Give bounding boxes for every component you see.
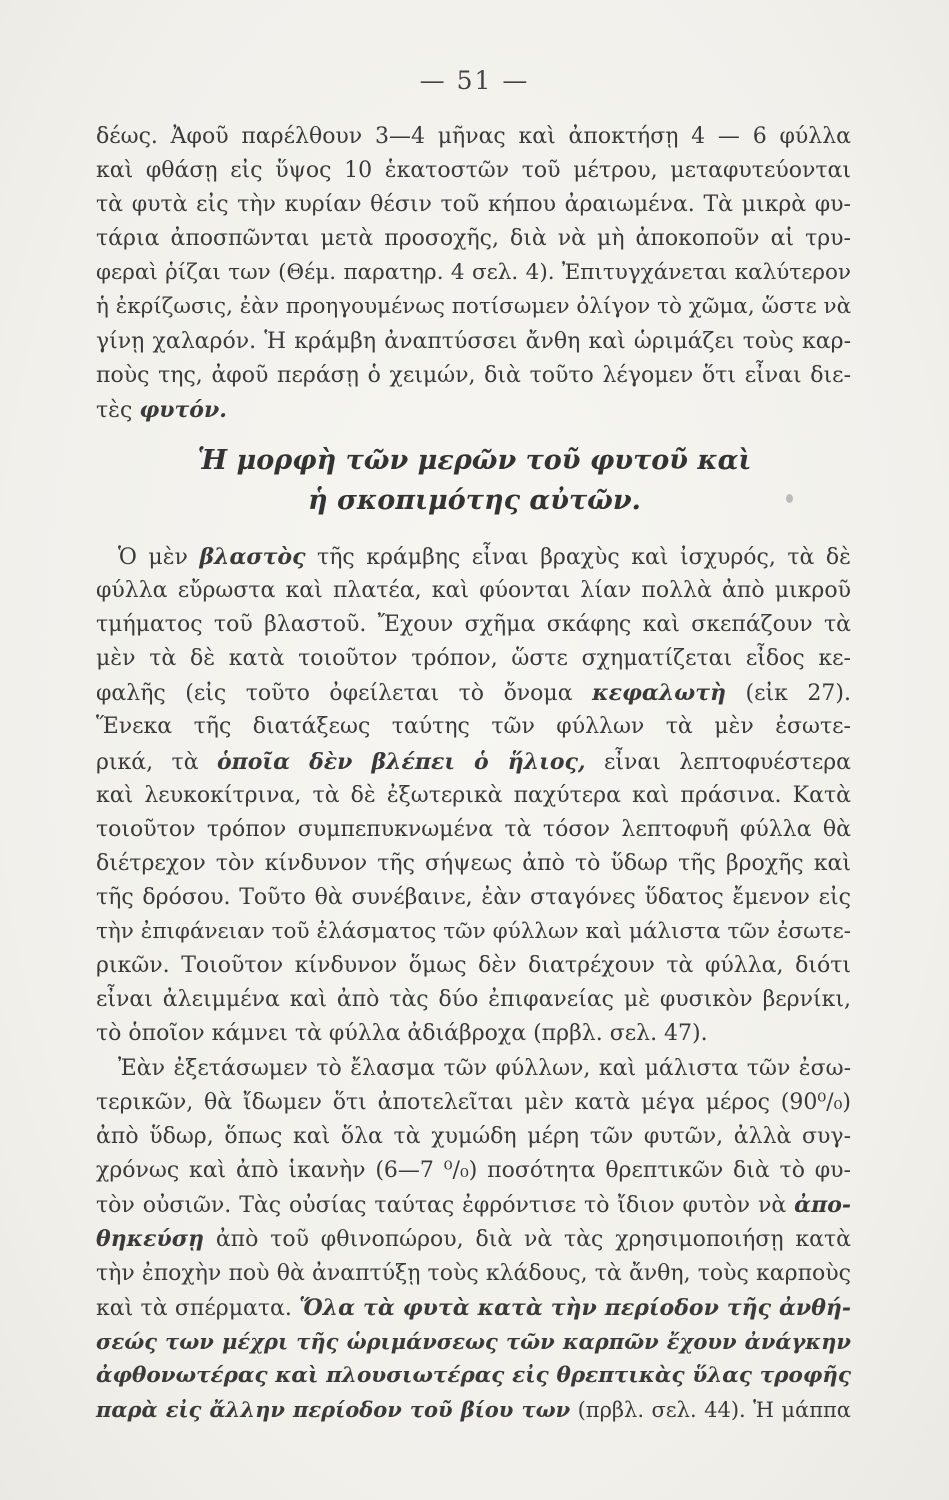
emphasis-line: σεώς των μέχρι τῆς ὡριμάνσεως τῶν καρπῶν ἔχουν ἀνάγκην bbox=[96, 1328, 851, 1354]
paragraph-2 bbox=[96, 540, 851, 1051]
text-fragment: τὲς bbox=[96, 397, 133, 423]
print-speck bbox=[786, 494, 793, 503]
text-fragment: ρικά, τὰ bbox=[96, 749, 199, 775]
emphasis-text: φυτόν. bbox=[139, 396, 227, 423]
text-line bbox=[96, 1188, 851, 1222]
paragraph-3 bbox=[96, 1052, 851, 1427]
text-line bbox=[96, 1393, 851, 1427]
emphasis-text: ὁποῖα δὲν βλέπει ὁ ἥλιος, bbox=[216, 748, 586, 775]
emphasis-text: θηκεύσῃ bbox=[96, 1226, 205, 1253]
text-line: ποὺς της, ἀφοῦ περάσῃ ὁ χειμών, διὰ τοῦτο λέγομεν ὅτι εἶναι διε- bbox=[96, 362, 851, 388]
text-fragment: καὶ τὰ σπέρματα. bbox=[96, 1295, 292, 1321]
emphasis-text: Ὅλα τὰ φυτὰ κατὰ τὴν περίοδον τῆς ἀνθή- bbox=[299, 1294, 851, 1321]
text-line bbox=[96, 1291, 851, 1325]
text-fragment: τὸν οὐσιῶν. Τὰς οὐσίας ταύτας ἐφρόντισε τὸ ἴδιον φυτὸν νὰ bbox=[96, 1193, 787, 1219]
text-fragment: τῆς κράμβης εἶναι βραχὺς καὶ ἰσχυρός, τὰ δὲ bbox=[317, 545, 851, 570]
text-line: φεραὶ ῥίζαι των (Θέμ. παρατηρ. 4 σελ. 4). Ἐπιτυγχάνεται καλύτερον bbox=[96, 260, 851, 286]
emphasis-text: παρὰ εἰς ἄλλην περίοδον τοῦ βίου των bbox=[96, 1396, 571, 1422]
paragraph-1 bbox=[96, 120, 851, 427]
text-line: ἀπὸ ὕδωρ, ὅπως καὶ ὅλα τὰ χυμώδη μέρη τῶν φυτῶν, ἀλλὰ συγ- bbox=[96, 1124, 851, 1150]
page-number: — 51 — bbox=[419, 66, 530, 95]
text-fragment: Ὁ μὲν bbox=[118, 545, 188, 570]
text-line: Ἕνεκα τῆς διατάξεως ταύτης τῶν φύλλων τὰ μὲν ἐσωτε- bbox=[96, 714, 851, 740]
text-line bbox=[96, 745, 851, 779]
text-line: τὴν ἐπιφάνειαν τοῦ ἐλάσματος τῶν φύλλων καὶ μάλιστα τῶν ἐσωτε- bbox=[96, 919, 851, 945]
text-line: τῆς δρόσου. Τοῦτο θὰ συνέβαινε, ἐὰν σταγόνες ὕδατος ἔμενον εἰς bbox=[96, 884, 851, 910]
text-line: τερικῶν, θὰ ἴδωμεν ὅτι ἀποτελεῖται μὲν κατὰ μέγα μέρος (90⁰/₀) bbox=[96, 1090, 851, 1116]
text-line: διέτρεχον τὸν κίνδυνον τῆς σήψεως ἀπὸ τὸ ὕδωρ τῆς βροχῆς καὶ bbox=[96, 850, 851, 876]
emphasis-text: κεφαλωτὴ bbox=[592, 680, 726, 707]
text-line: καὶ φθάσῃ εἰς ὕψος 10 ἑκατοστῶν τοῦ μέτρου, μεταφυτεύονται bbox=[96, 158, 851, 184]
text-line: ρικῶν. Τοιοῦτον κίνδυνον ὅμως δὲν διατρέχουν τὰ φύλλα, διότι bbox=[96, 953, 851, 979]
text-fragment: εἶναι λεπτοφυέστερα bbox=[603, 749, 852, 775]
text-fragment: (εἰκ 27). bbox=[745, 681, 851, 707]
text-line: ἡ ἐκρίζωσις, ἐὰν προηγουμένως ποτίσωμεν ὀλίγον τὸ χῶμα, ὥστε νὰ bbox=[96, 294, 852, 320]
text-fragment: ἀπὸ τοῦ φθινοπώρου, διὰ νὰ τὰς χρησιμοποιήσῃ κατὰ bbox=[215, 1227, 851, 1253]
text-line: φύλλα εὔρωστα καὶ πλατέα, καὶ φύονται λίαν πολλὰ ἀπὸ μικροῦ bbox=[96, 578, 851, 604]
text-line: τὰ φυτὰ εἰς τὴν κυρίαν θέσιν τοῦ κήπου ἀραιωμένα. Τὰ μικρὰ φυ- bbox=[96, 192, 851, 218]
text-line: χρόνως καὶ ἀπὸ ἱκανὴν (6—7 ⁰/₀) ποσότητα θρεπτικῶν διὰ τὸ φυ- bbox=[96, 1158, 851, 1184]
text-fragment: φαλῆς (εἰς τοῦτο ὀφείλεται τὸ ὄνομα bbox=[96, 681, 573, 707]
text-line: τμήματος τοῦ βλαστοῦ. Ἔχουν σχῆμα σκάφης καὶ σκεπάζουν τὰ bbox=[96, 612, 851, 638]
emphasis-text: βλαστὸς bbox=[199, 544, 306, 570]
text-line: μὲν τὰ δὲ κατὰ τοιοῦτον τρόπον, ὥστε σχηματίζεται εἶδος κε- bbox=[96, 646, 851, 672]
text-line: τὴν ἐποχὴν ποὺ θὰ ἀναπτύξῃ τοὺς κλάδους, τὰ ἄνθη, τοὺς καρποὺς bbox=[96, 1260, 851, 1286]
text-line bbox=[96, 393, 851, 427]
section-heading-line-2: ἡ σκοπιμότης αὐτῶν. bbox=[308, 485, 641, 516]
text-line: τάρια ἀποσπῶνται μετὰ προσοχῆς, διὰ νὰ μὴ ἀποκοποῦν αἱ τρυ- bbox=[96, 226, 851, 252]
text-line: καὶ λευκοκίτρινα, τὰ δὲ ἐξωτερικὰ παχύτερα καὶ πράσινα. Κατὰ bbox=[96, 782, 851, 808]
text-line bbox=[96, 1222, 851, 1256]
emphasis-line: ἀφθονωτέρας καὶ πλουσιωτέρας εἰς θρεπτικὰς ὕλας τροφῆς bbox=[96, 1362, 851, 1388]
text-line: εἶναι ἀλειμμένα καὶ ἀπὸ τὰς δύο ἐπιφανείας μὲ φυσικὸν βερνίκι, bbox=[96, 987, 851, 1013]
text-line: τοιοῦτον τρόπον συμπεπυκνωμένα τὰ τόσον λεπτοφυῆ φύλλα θὰ bbox=[96, 816, 851, 842]
text-line: γίνῃ χαλαρόν. Ἡ κράμβη ἀναπτύσσει ἄνθη καὶ ὡριμάζει τοὺς καρ- bbox=[96, 328, 851, 354]
text-line bbox=[96, 540, 851, 574]
text-line: δέως. Ἀφοῦ παρέλθουν 3—4 μῆνας καὶ ἀποκτήσῃ 4 — 6 φύλλα bbox=[96, 124, 851, 149]
section-heading-line-1: Ἡ μορφὴ τῶν μερῶν τοῦ φυτοῦ καὶ bbox=[197, 445, 752, 476]
emphasis-text: ἀπο- bbox=[794, 1192, 851, 1219]
text-line bbox=[96, 676, 851, 710]
text-fragment: (πρβλ. σελ. 44). Ἡ μάππα bbox=[577, 1397, 851, 1422]
text-line: Ἐὰν ἐξετάσωμεν τὸ ἔλασμα τῶν φύλλων, καὶ μάλιστα τῶν ἐσω- bbox=[118, 1056, 851, 1081]
text-line: τὸ ὁποῖον κάμνει τὰ φύλλα ἀδιάβροχα (πρβλ. σελ. 47). bbox=[96, 1021, 708, 1047]
